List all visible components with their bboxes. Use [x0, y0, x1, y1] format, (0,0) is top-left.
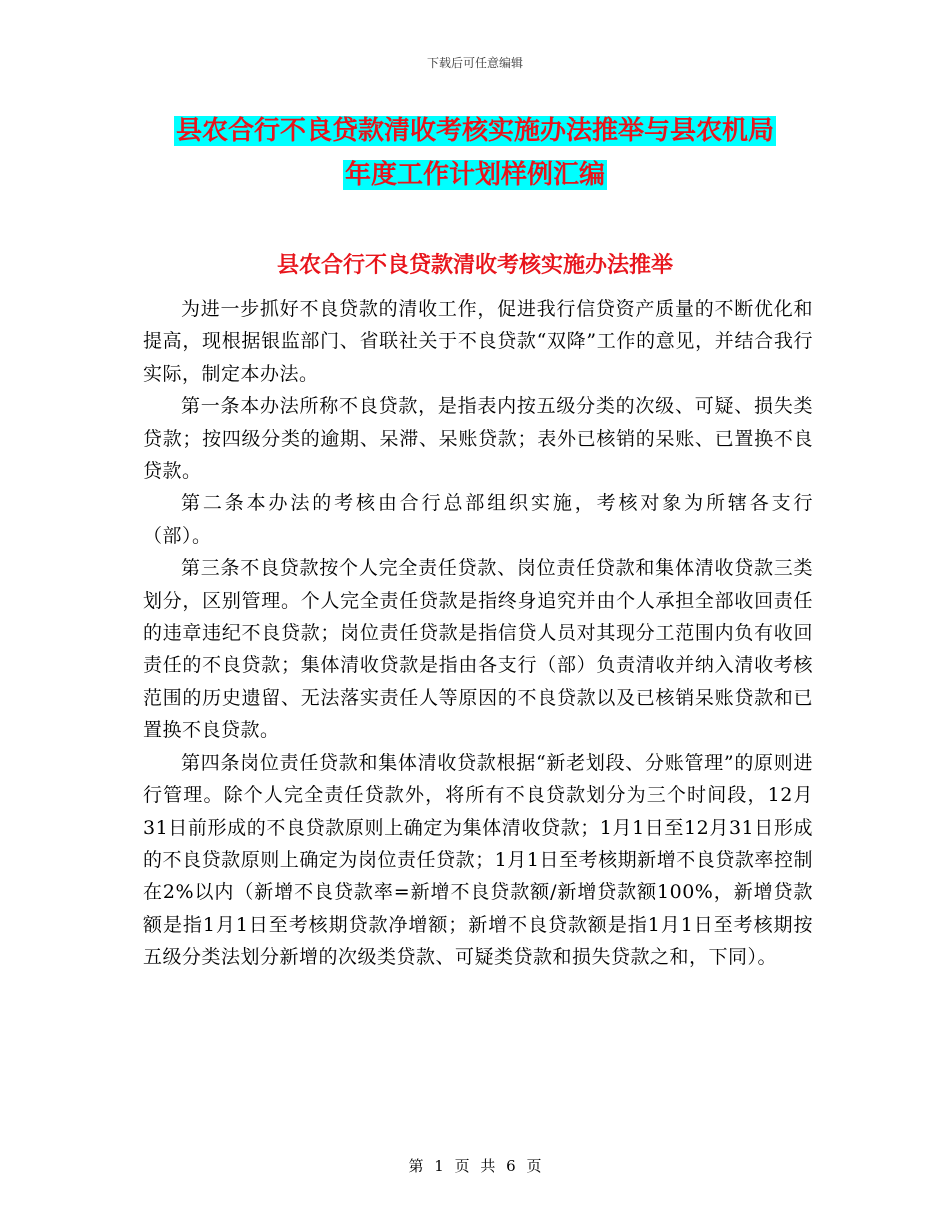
paragraph-intro: 为进一步抓好不良贷款的清收工作，促进我行信贷资产质量的不断优化和提高，现根据银监部门、省联社关于不良贷款“双降”工作的意见，并结合我行实际，制定本办法。	[143, 298, 813, 385]
document-title-line-2	[0, 157, 950, 193]
paragraph-article-2: 第二条本办法的考核由合行总部组织实施，考核对象为所辖各支行（部）。	[143, 492, 813, 547]
document-title-line-1	[0, 113, 950, 149]
paragraph-article-4: 第四条岗位责任贷款和集体清收贷款根据“新老划段、分账管理”的原则进行管理。除个人完全责任贷款外，将所有不良贷款划分为三个时间段，12月31日前形成的不良贷款原则上确定为集体清收贷款；1月1日至12月31日形成的不良贷款原则上确定为岗位责任贷款；1月1日至考核期新增不良贷款率控制在2%以内（新增不良贷款率=新增不良贷款额/新增贷款额100%，新增贷款额是指1月1日至考核期贷款净增额；新增不良贷款额是指1月1日至考核期按五级分类法划分新增的次级类贷款、可疑类贷款和损失贷款之和，下同）。	[143, 751, 813, 969]
header-note: 下载后可任意编辑	[426, 56, 523, 70]
paragraph-article-3: 第三条不良贷款按个人完全责任贷款、岗位责任贷款和集体清收贷款三类划分，区别管理。个人完全责任贷款是指终身追究并由个人承担全部收回责任的违章违纪不良贷款；岗位责任贷款是指信贷人员对其现分工范围内负有收回责任的不良贷款；集体清收贷款是指由各支行（部）负责清收并纳入清收考核范围的历史遗留、无法落实责任人等原因的不良贷款以及已核销呆账贷款和已置换不良贷款。	[143, 557, 813, 742]
section-heading: 县农合行不良贷款清收考核实施办法推举	[276, 253, 673, 278]
document-body	[143, 293, 813, 974]
paragraph-article-1: 第一条本办法所称不良贷款，是指表内按五级分类的次级、可疑、损失类贷款；按四级分类的逾期、呆滞、呆账贷款；表外已核销的呆账、已置换不良贷款。	[143, 395, 813, 483]
title-highlight: 县农合行不良贷款清收考核实施办法推举与县农机局	[175, 116, 774, 146]
title-highlight: 年度工作计划样例汇编	[344, 160, 605, 190]
page-number-footer: 第 1 页 共 6 页	[408, 1157, 542, 1175]
